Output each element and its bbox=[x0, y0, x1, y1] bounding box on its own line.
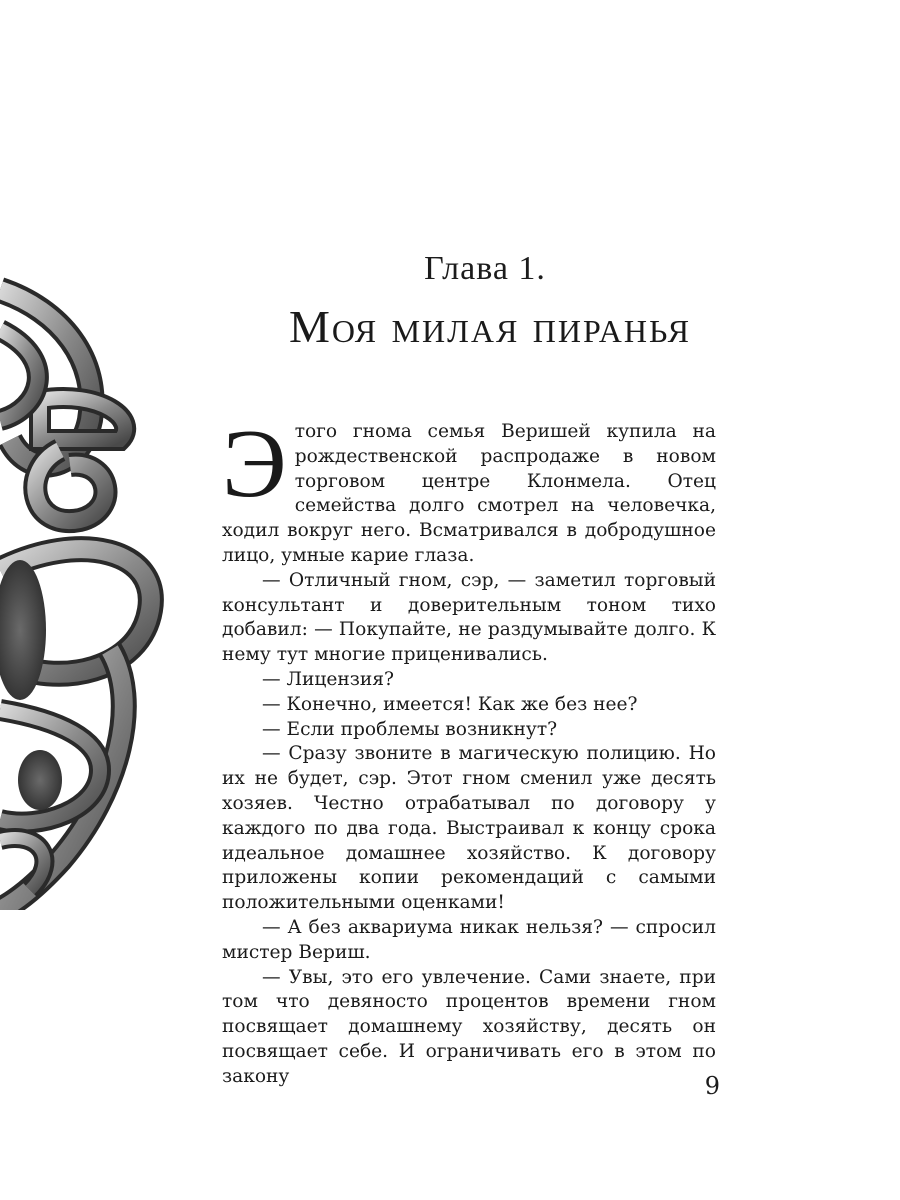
paragraph: — Лицензия? bbox=[262, 668, 394, 690]
chapter-text bbox=[222, 410, 716, 1090]
celtic-knot-ornament bbox=[0, 270, 170, 910]
paragraph: — Увы, это его увлечение. Сами знаете, при том что девяносто процентов времени гном посвящает домашнему хозяйству, десять он посвящает себе. И ограничивать его в этом по закону bbox=[222, 966, 716, 1087]
paragraph: — Конечно, имеется! Как же без нее? bbox=[262, 693, 638, 715]
paragraph: — Сразу звоните в магическую полицию. Но их не будет, сэр. Этот гном сменил уже десять хозяев. Честно отрабатывал по договору у каждого по два года. Выстраивал к концу срока идеальное домашнее хозяйство. К договору приложены копии рекомендаций с самыми положительными оценками! bbox=[222, 743, 716, 914]
page-number: 9 bbox=[704, 1072, 720, 1100]
paragraph: — А без аквариума никак нельзя? — спросил мистер Вериш. bbox=[222, 916, 716, 963]
paragraph bbox=[222, 410, 716, 569]
drop-cap: Э bbox=[222, 410, 287, 518]
chapter-number: Глава 1. bbox=[424, 250, 546, 287]
paragraph: — Если проблемы возникнут? bbox=[262, 718, 558, 740]
paragraph-text: того гнома семья Веришей купила на рождественской распродаже в новом торговом центре Клонмела. Отец семейства долго смотрел на человечка, ходил вокруг него. Всматривался в добродушное лицо, умные карие глаза. bbox=[222, 421, 716, 566]
paragraph: — Отличный гном, сэр, — заметил торговый консультант и доверительным тоном тихо добавил: — Покупайте, не раздумывайте долго. К нему тут многие приценивались. bbox=[222, 569, 716, 666]
chapter-title: Моя милая пиранья bbox=[289, 301, 691, 352]
